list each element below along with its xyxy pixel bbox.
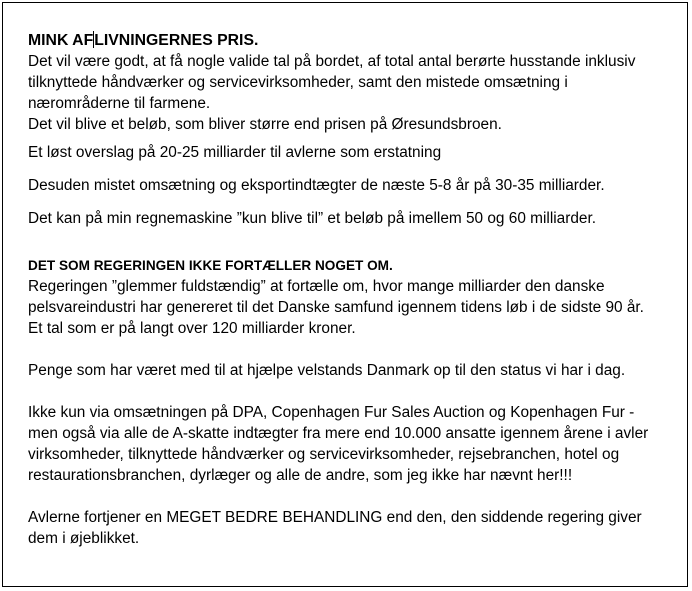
estimate-paragraph: Et løst overslag på 20-25 milliarder til avlerne som erstatning xyxy=(28,144,442,161)
revenue-sources-paragraph xyxy=(28,402,678,486)
intro-line-2: tilknyttede håndværker og servicevirksomheder, samt den mistede omsætning i xyxy=(28,74,568,91)
revenue-line-1: Ikke kun via omsætningen på DPA, Copenhagen Fur Sales Auction og Kopenhagen Fur - xyxy=(28,404,635,421)
revenue-line-4: restaurationsbranchen, dyrlæger og alle de andre, som jeg ikke har nævnt her!!! xyxy=(28,467,573,484)
government-paragraph xyxy=(28,276,678,339)
title-part-1: MINK AF xyxy=(28,32,94,49)
government-line-1: Regeringen ”glemmer fuldstændig” at fortælle om, hvor mange milliarder den danske xyxy=(28,278,605,295)
government-line-3: Et tal som er på langt over 120 milliarder kroner. xyxy=(28,320,356,337)
intro-line-4: Det vil blive et beløb, som bliver større end prisen på Øresundsbroen. xyxy=(28,116,502,133)
money-paragraph: Penge som har været med til at hjælpe velstands Danmark op til den status vi har i dag. xyxy=(28,362,626,379)
intro-line-3: nærområderne til farmene. xyxy=(28,95,211,112)
revenue-line-3: virksomheder, tilknyttede håndværker og servicevirksomheder, rejsebranchen, hotel og xyxy=(28,446,620,463)
document-body[interactable] xyxy=(28,30,678,549)
revenue-line-2: men også via alle de A-skatte indtægter fra mere end 10.000 ansatte igennem årene i avler xyxy=(28,425,649,442)
closing-line-1: Avlerne fortjener en MEGET BEDRE BEHANDLING end den, den siddende regering giver xyxy=(28,509,642,526)
intro-line-1: Det vil være godt, at få nogle valide tal på bordet, af total antal berørte husstande inklusiv xyxy=(28,53,636,70)
government-line-2: pelsvareindustri har genereret til det Danske samfund igennem tidens løb i de sidste 90 år. xyxy=(28,299,644,316)
closing-paragraph xyxy=(28,507,678,549)
calculation-paragraph: Det kan på min regnemaskine ”kun blive til” et beløb på imellem 50 og 60 milliarder. xyxy=(28,210,597,227)
section-subheading: DET SOM REGERINGEN IKKE FORTÆLLER NOGET OM. xyxy=(28,258,393,273)
closing-line-2: dem i øjeblikket. xyxy=(28,530,140,547)
document-title xyxy=(28,30,678,51)
intro-paragraph xyxy=(28,51,678,135)
lost-revenue-paragraph: Desuden mistet omsætning og eksportindtægter de næste 5-8 år på 30-35 milliarder. xyxy=(28,177,605,194)
title-part-2: LIVNINGERNES PRIS. xyxy=(94,32,259,49)
